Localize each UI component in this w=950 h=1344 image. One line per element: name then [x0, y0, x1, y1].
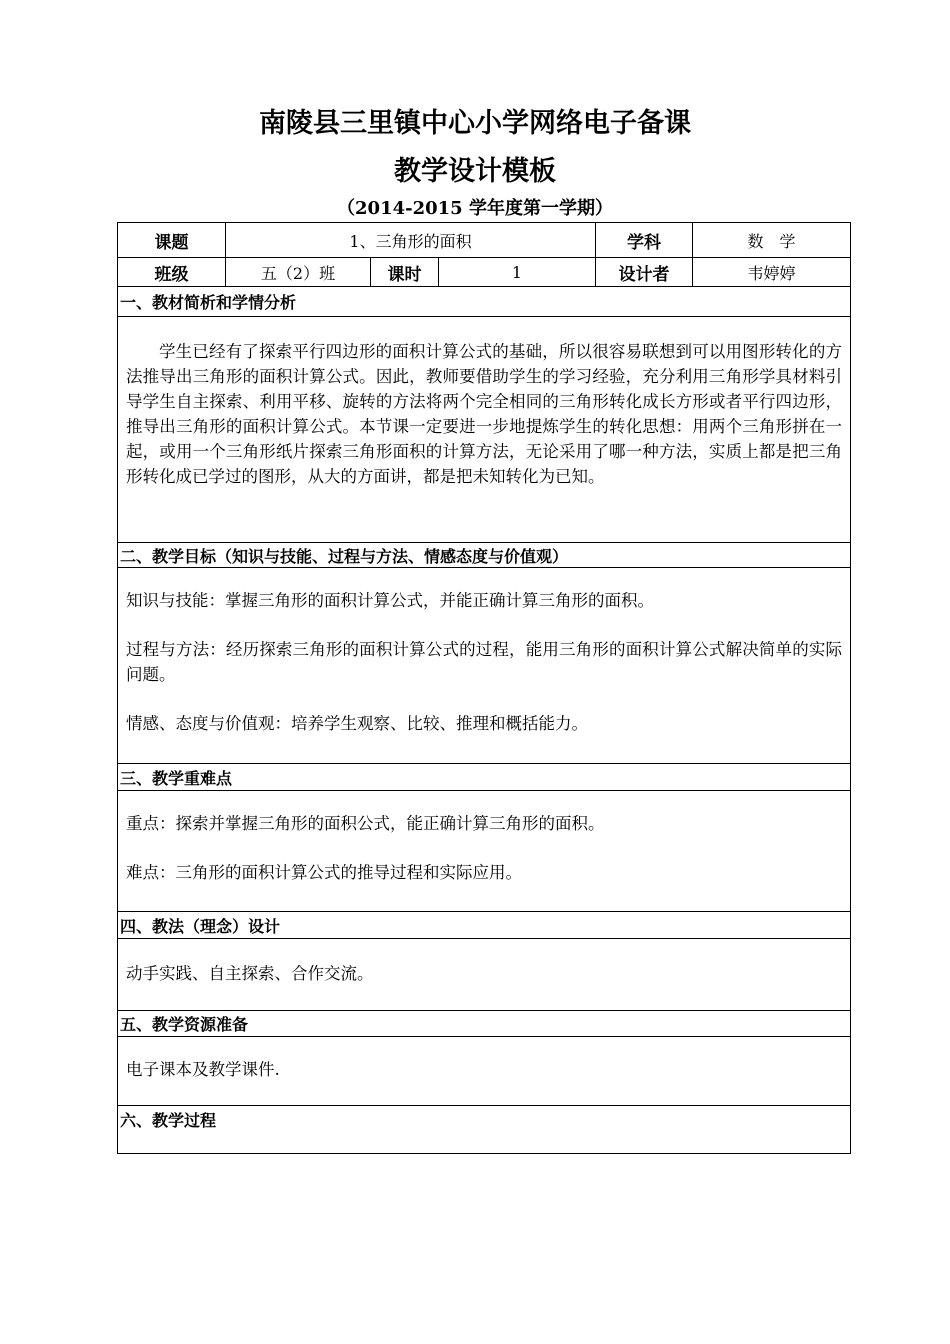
goal-knowledge: 知识与技能：掌握三角形的面积计算公式，并能正确计算三角形的面积。: [126, 591, 654, 610]
analysis-text: 学生已经有了探索平行四边形的面积计算公式的基础，所以很容易联想到可以用图形转化的方法推导出三角形的面积计算公式。因此，教师要借助学生的学习经验，充分利用三角形学具材料引导学生自主探索、利用平移、旋转的方法将两个完全相同的三角形转化成长方形或者平行四边形，推导出三角形的面积计算公式。本节课一定要进一步地提炼学生的转化思想：用两个三角形拼在一起，或用一个三角形纸片探索三角形面积的计算方法，无论采用了哪一种方法，实质上都是把三角形转化成已学过的图形，从大的方面讲，都是把未知转化为已知。: [126, 342, 842, 486]
section-title-analysis: 一、教材简析和学情分析: [118, 287, 851, 317]
info-row-class: [118, 258, 851, 287]
section-title-keypoints: 三、教学重难点: [118, 764, 851, 791]
period-label: 课时: [371, 258, 439, 287]
keypoint-key: 重点：探索并掌握三角形的面积公式，能正确计算三角形的面积。: [126, 814, 605, 833]
school-term: （2014-2015 学年度第一学期）: [337, 198, 613, 219]
class-value: 五（2）班: [226, 258, 371, 287]
section-title-process: 六、教学过程: [118, 1106, 851, 1154]
goal-emotion: 情感、态度与价值观：培养学生观察、比较、推理和概括能力。: [126, 714, 588, 733]
topic-label: 课题: [118, 223, 226, 258]
goal-process: 过程与方法：经历探索三角形的面积计算公式的过程，能用三角形的面积计算公式解决简单的实际问题。: [126, 640, 842, 684]
method-text: 动手实践、自主探索、合作交流。: [126, 964, 374, 983]
section-body-resources: [118, 1037, 851, 1106]
document-subtitle: 教学设计模板: [394, 156, 556, 187]
keypoint-difficult: 难点：三角形的面积计算公式的推导过程和实际应用。: [126, 863, 522, 882]
period-value: 1: [439, 258, 596, 287]
designer-value: 韦婷婷: [693, 258, 851, 287]
resources-text: 电子课本及教学课件.: [126, 1060, 280, 1079]
subject-label: 学科: [596, 223, 693, 258]
lesson-plan-table: [117, 222, 851, 1154]
section-body-analysis: [118, 317, 851, 543]
document-title: 南陵县三里镇中心小学网络电子备课: [259, 108, 691, 139]
info-row-topic: [118, 223, 851, 258]
section-body-goals: [118, 568, 851, 764]
designer-label: 设计者: [596, 258, 693, 287]
section-title-method: 四、教法（理念）设计: [118, 912, 851, 939]
section-body-keypoints: [118, 791, 851, 912]
section-body-method: [118, 939, 851, 1011]
subject-value: 数 学: [693, 223, 851, 258]
section-title-goals: 二、教学目标（知识与技能、过程与方法、情感态度与价值观）: [118, 543, 851, 568]
class-label: 班级: [118, 258, 226, 287]
section-title-resources: 五、教学资源准备: [118, 1011, 851, 1037]
topic-value: 1、三角形的面积: [226, 223, 596, 258]
